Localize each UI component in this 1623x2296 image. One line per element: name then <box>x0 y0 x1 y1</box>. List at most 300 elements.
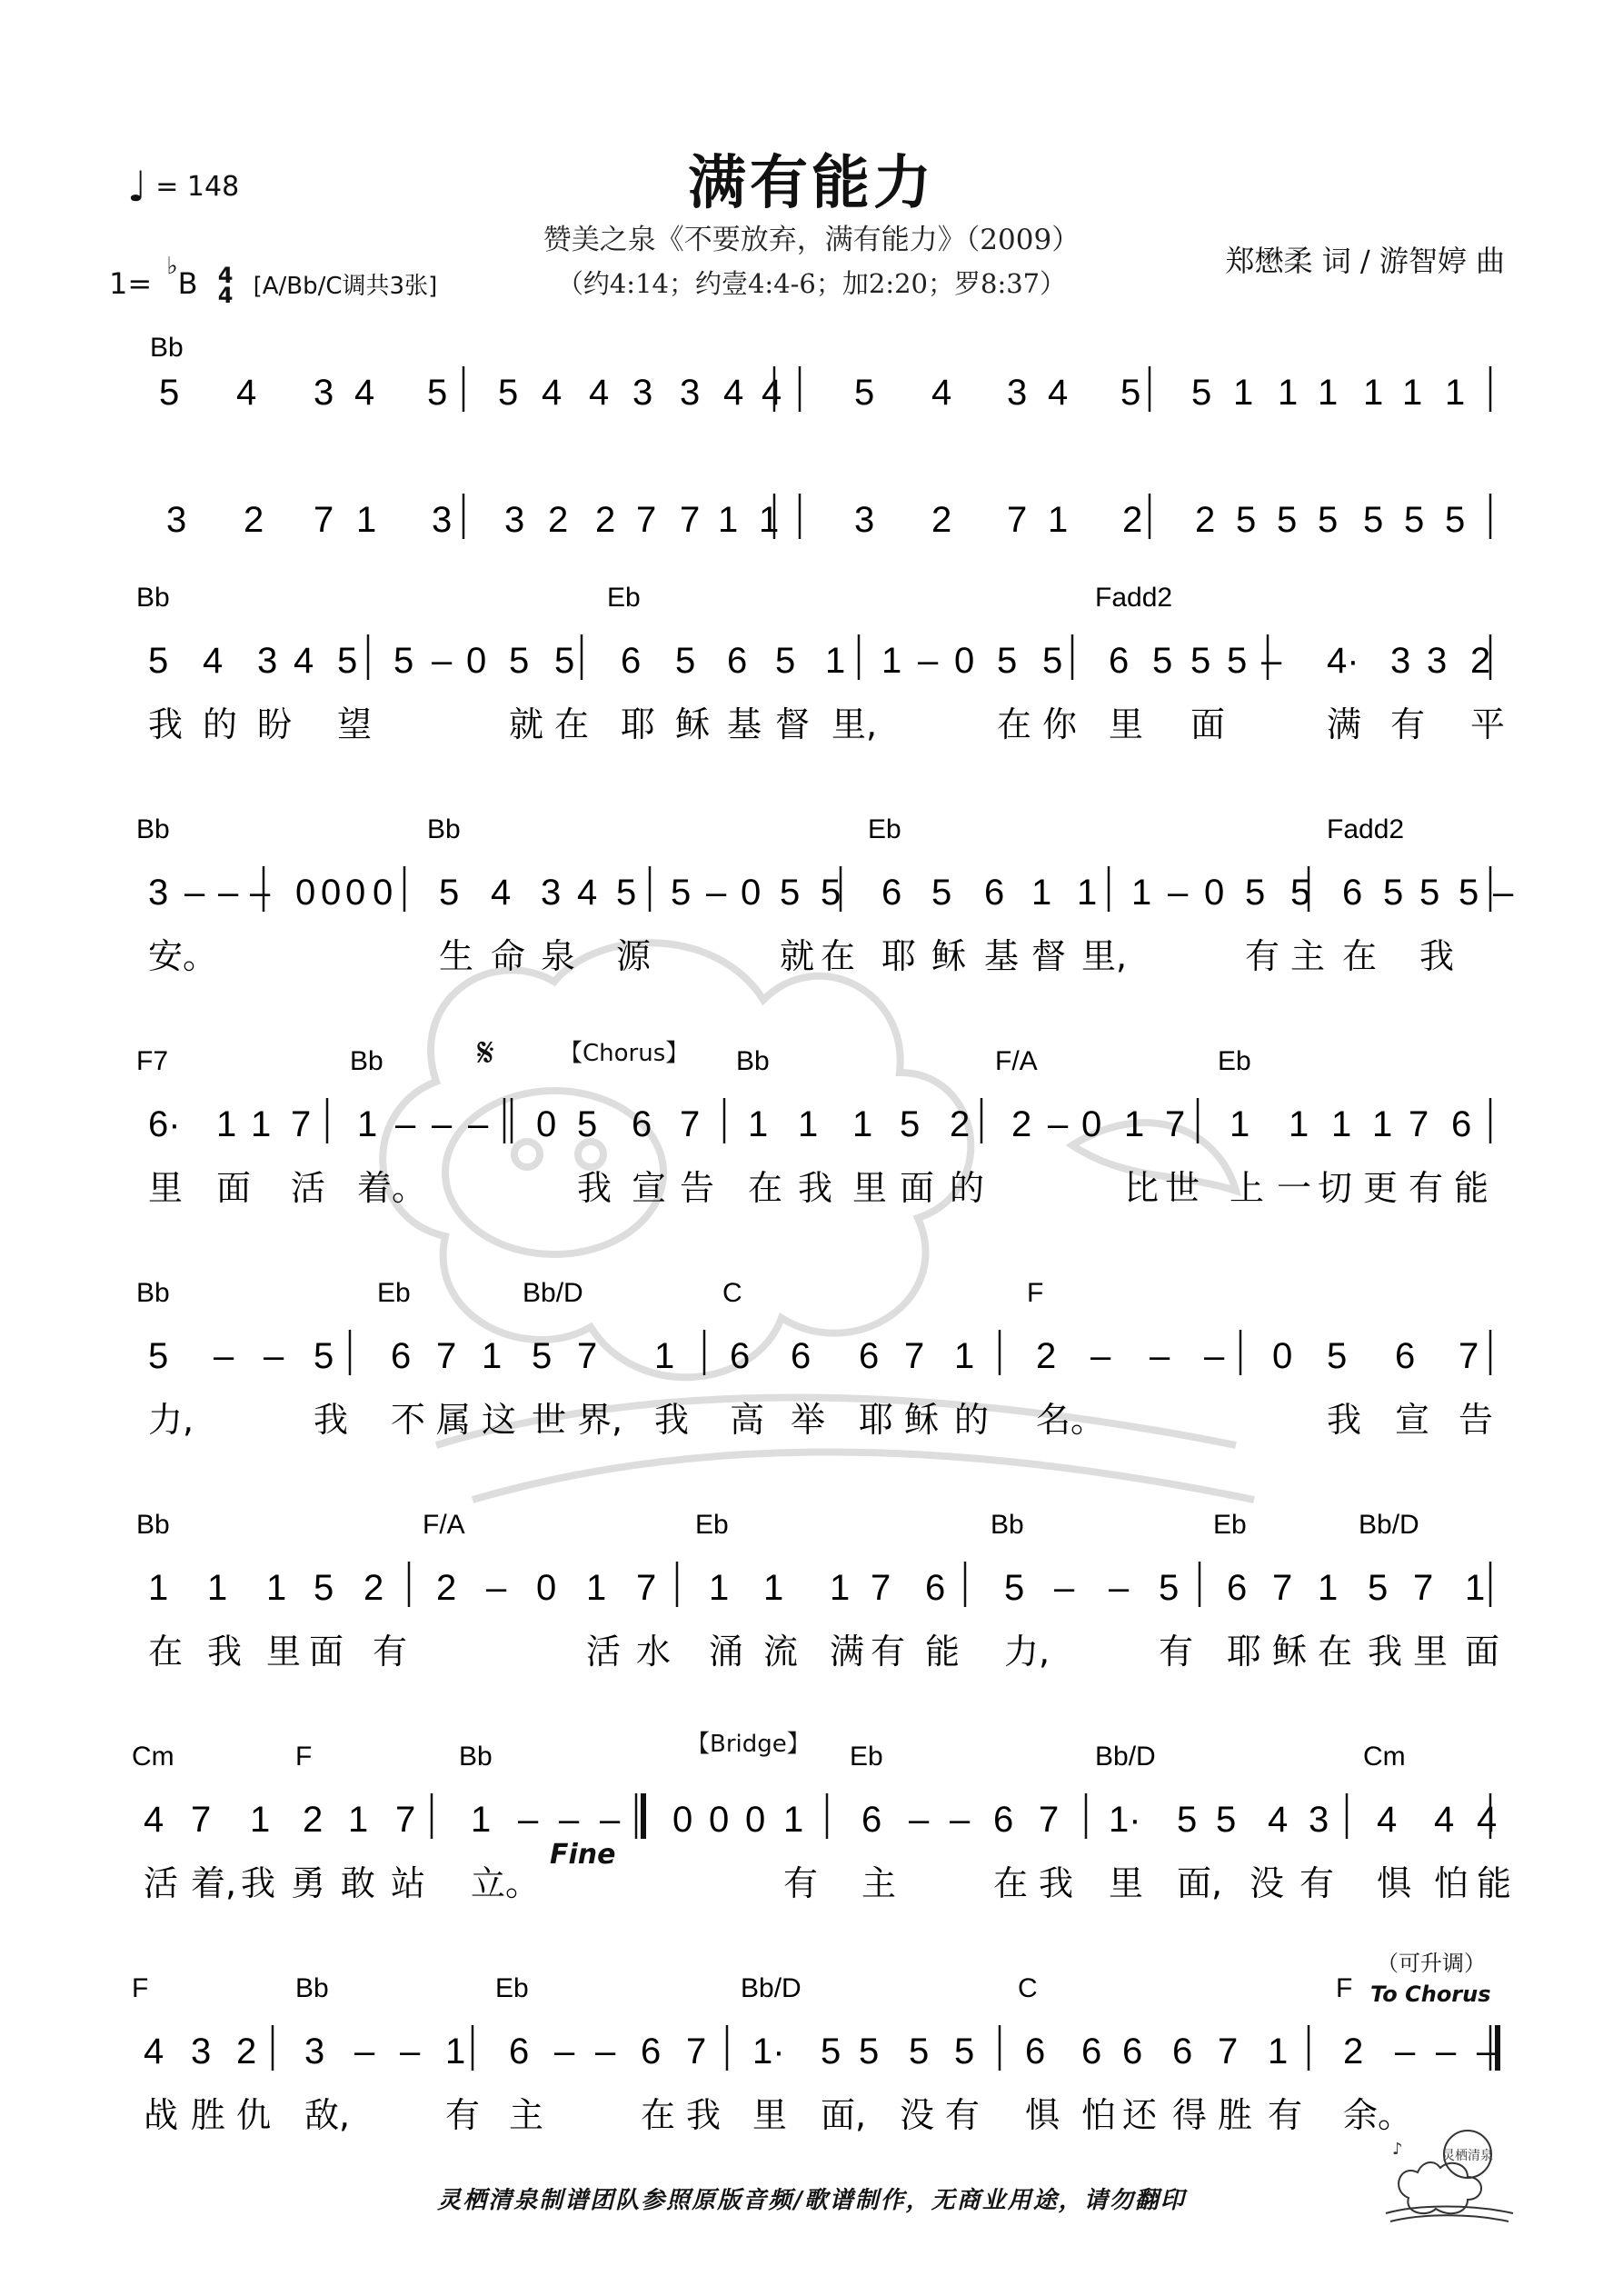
note-digit: 5 <box>1368 1568 1389 1608</box>
lyric-char: 稣 <box>904 1400 940 1440</box>
note-digit: 7 <box>1218 2031 1239 2071</box>
chord-symbol: Bb <box>136 1510 170 1540</box>
note-digit: 1 <box>783 1800 804 1840</box>
note-digit: 5 <box>671 873 692 913</box>
note-digit: 6 <box>1172 2031 1193 2071</box>
note-digit: 0 <box>466 641 487 681</box>
note-digit: 1 <box>852 1104 873 1144</box>
note-digit: 2 <box>548 500 569 540</box>
lyric-char: 在 <box>641 2095 676 2135</box>
lyric-char: 在 <box>993 1863 1029 1903</box>
credits: 郑懋柔 词 / 游智婷 曲 <box>1225 244 1505 278</box>
dash-mark: – <box>432 1104 453 1144</box>
note-digit: 4 <box>491 873 512 913</box>
dash-mark: – <box>1261 641 1282 681</box>
lyric-char: 我 <box>1039 1863 1074 1903</box>
dash-mark: – <box>468 1104 489 1144</box>
note-digit: 5 <box>314 1336 334 1376</box>
dash-mark: – <box>184 873 205 913</box>
modulate-label: （可升调） <box>1377 1951 1486 1976</box>
lingqi-logo <box>1381 2127 1518 2227</box>
lyric-char: 有 <box>1390 704 1426 744</box>
note-digit: 5 <box>1327 1336 1348 1376</box>
note-digit: 7 <box>191 1800 212 1840</box>
note-digit: 3 <box>1427 641 1448 681</box>
lyric-char: 在 <box>1318 1632 1353 1672</box>
note-digit: 3 <box>166 500 187 540</box>
note-digit: 5 <box>909 2031 930 2071</box>
note-digit: 1 <box>1402 373 1423 413</box>
lyric-char: 余。 <box>1343 2095 1413 2135</box>
note-digit: 0 <box>1204 873 1225 913</box>
note-digit: 1 <box>954 1336 975 1376</box>
note-digit: 6 <box>984 873 1005 913</box>
lyric-char: 更 <box>1363 1168 1399 1208</box>
lyric-char: 盼 <box>257 704 293 744</box>
note-digit: 6 <box>1081 2031 1102 2071</box>
dash-mark: – <box>559 1800 580 1840</box>
note-digit: 1 <box>1048 500 1069 540</box>
chord-symbol: Bb/D <box>1095 1742 1156 1772</box>
note-digit: 3 <box>854 500 875 540</box>
lyric-char: 活 <box>144 1863 179 1903</box>
note-digit: 3 <box>1390 641 1411 681</box>
note-digit: 1 <box>709 1568 730 1608</box>
note-digit: 7 <box>291 1104 312 1144</box>
lyric-char: 督 <box>775 704 811 744</box>
note-digit: 7 <box>680 500 701 540</box>
note-digit: 6 <box>1025 2031 1046 2071</box>
note-digit: 7 <box>1413 1568 1434 1608</box>
dash-mark: – <box>1109 1568 1130 1608</box>
note-digit: 1 <box>1465 1568 1486 1608</box>
bridge-label: 【Bridge】 <box>686 1731 811 1758</box>
note-digit: 7 <box>871 1568 891 1608</box>
dash-mark: – <box>518 1800 539 1840</box>
note-digit: 0 <box>321 873 342 913</box>
note-digit: 5 <box>1190 641 1211 681</box>
lyric-char: 在 <box>554 704 590 744</box>
note-digit: 5 <box>1159 1568 1180 1608</box>
chord-symbol: Eb <box>607 583 641 613</box>
tempo-value: = 148 <box>155 171 240 203</box>
lyric-char: 面 <box>1190 704 1226 744</box>
note-digit: 5 <box>1363 500 1384 540</box>
lyric-char: 仇 <box>236 2095 272 2135</box>
chord-symbol: Bb <box>459 1742 493 1772</box>
note-digit: 7 <box>1272 1568 1293 1608</box>
lyric-char: 告 <box>680 1168 715 1208</box>
note-digit: 0 <box>536 1568 557 1608</box>
chord-symbol: F/A <box>995 1046 1038 1076</box>
note-digit: 7 <box>395 1800 416 1840</box>
note-digit: 1 <box>482 1336 503 1376</box>
lyric-char: 望 <box>337 704 373 744</box>
note-digit: 5 <box>393 641 414 681</box>
lyric-char: 着。 <box>357 1168 427 1208</box>
note-digit: 5 <box>821 2031 841 2071</box>
chord-symbol: Bb/D <box>523 1278 583 1308</box>
lyric-char: 我 <box>207 1632 243 1672</box>
chord-symbol: Cm <box>1363 1742 1406 1772</box>
lyric-char: 惧 <box>1025 2095 1060 2135</box>
lyric-char: 胜 <box>191 2095 226 2135</box>
note-digit: 4 <box>931 373 952 413</box>
lyric-char: 宣 <box>632 1168 667 1208</box>
dash-mark: – <box>264 1336 284 1376</box>
note-digit: 1 <box>830 1568 851 1608</box>
note-digit: 1· <box>752 2031 785 2071</box>
score-row <box>0 800 1623 982</box>
lyric-char: 切 <box>1318 1168 1353 1208</box>
chord-symbol: Bb <box>295 1973 329 2003</box>
lyric-char: 能 <box>1454 1168 1489 1208</box>
lyric-char: 敢 <box>341 1863 376 1903</box>
note-digit: 2 <box>303 1800 324 1840</box>
note-digit: 1 <box>216 1104 237 1144</box>
chord-symbol: Bb <box>150 333 184 363</box>
dash-mark: – <box>1204 1336 1225 1376</box>
note-digit: 2 <box>1011 1104 1032 1144</box>
chord-symbol: F/A <box>423 1510 465 1540</box>
lyric-char: 里 <box>266 1632 302 1672</box>
chord-symbol: Eb <box>850 1742 883 1772</box>
lyric-char: 基 <box>984 936 1020 976</box>
note-digit: 2 <box>1195 500 1216 540</box>
dash-mark: – <box>214 1336 234 1376</box>
note-digit: 5 <box>854 373 875 413</box>
dash-mark: – <box>1054 1568 1075 1608</box>
lyric-char: 胜 <box>1218 2095 1253 2135</box>
note-digit: 0 <box>741 873 762 913</box>
note-digit: 7 <box>1007 500 1028 540</box>
lyric-char: 命 <box>491 936 526 976</box>
lyric-char: 面 <box>1465 1632 1500 1672</box>
score-row <box>0 1032 1623 1213</box>
note-digit: 6 <box>881 873 902 913</box>
note-digit: 5 <box>1445 500 1466 540</box>
lyric-char: 我 <box>654 1400 690 1440</box>
lyric-char: 涌 <box>709 1632 744 1672</box>
note-digit: 4 <box>203 641 224 681</box>
lyric-char: 力, <box>1004 1632 1050 1672</box>
time-signature <box>217 263 234 308</box>
note-digit: 5 <box>1236 500 1257 540</box>
lyric-char: 在 <box>821 936 856 976</box>
lyric-char: 面 <box>900 1168 935 1208</box>
note-digit: 5 <box>1191 373 1212 413</box>
note-digit: 6 <box>859 1336 880 1376</box>
lyric-char: 有 <box>373 1632 408 1672</box>
note-digit: 7 <box>1409 1104 1429 1144</box>
lyric-char: 耶 <box>621 704 656 744</box>
dash-mark: – <box>1436 2031 1457 2071</box>
lyric-char: 面, <box>821 2095 867 2135</box>
lyric-char: 有 <box>1245 936 1280 976</box>
note-digit: 5 <box>1290 873 1311 913</box>
note-digit: 7 <box>680 1104 701 1144</box>
note-digit: 2 <box>1470 641 1491 681</box>
note-digit: 1 <box>148 1568 169 1608</box>
note-digit: 5 <box>1245 873 1266 913</box>
note-digit: 1 <box>1318 1568 1339 1608</box>
note-digit: 1 <box>1124 1104 1145 1144</box>
note-digit: 1 <box>1318 373 1339 413</box>
note-digit: 5 <box>997 641 1018 681</box>
note-digit: 5 <box>1177 1800 1198 1840</box>
score-row <box>0 1727 1623 1909</box>
note-digit: 1 <box>748 1104 769 1144</box>
lyric-char: 流 <box>763 1632 799 1672</box>
note-digit: 6 <box>925 1568 946 1608</box>
note-digit: 1 <box>1131 873 1152 913</box>
dash-mark: – <box>1150 1336 1170 1376</box>
lyric-char: 面 <box>309 1632 344 1672</box>
lyric-char: 没 <box>900 2095 935 2135</box>
lyric-char: 在 <box>748 1168 783 1208</box>
chord-symbol: Bb <box>736 1046 770 1076</box>
lyric-char: 里 <box>1109 704 1144 744</box>
tempo-marking <box>127 162 239 211</box>
lyric-char: 勇 <box>291 1863 326 1903</box>
logo-text: 灵栖清泉 <box>1442 2149 1493 2163</box>
note-digit: 4 <box>354 373 375 413</box>
note-digit: 7 <box>1459 1336 1479 1376</box>
lyric-char: 站 <box>391 1863 426 1903</box>
dash-mark: – <box>918 641 939 681</box>
lyric-char: 有 <box>1159 1632 1194 1672</box>
score-row <box>0 445 1623 554</box>
note-digit: 1 <box>1372 1104 1393 1144</box>
note-digit: 5 <box>1277 500 1298 540</box>
note-digit: 1 <box>1077 873 1098 913</box>
note-digit: 1 <box>250 1800 271 1840</box>
lyric-char: 水 <box>636 1632 672 1672</box>
dash-mark: – <box>486 1568 507 1608</box>
chord-symbol: Bb/D <box>741 1973 802 2003</box>
note-digit: 4 <box>1477 1800 1498 1840</box>
note-digit: 2 <box>1343 2031 1364 2071</box>
note-digit: 1· <box>1109 1800 1141 1840</box>
note-digit: 6 <box>1342 873 1363 913</box>
note-digit: 4 <box>723 373 744 413</box>
chord-symbol: C <box>1018 1973 1038 2003</box>
lyric-char: 力, <box>148 1400 194 1440</box>
lyric-char: 有 <box>871 1632 906 1672</box>
note-digit: 1 <box>1278 373 1299 413</box>
dash-mark: – <box>250 873 271 913</box>
score-row <box>0 1495 1623 1677</box>
lyric-char: 的 <box>954 1400 990 1440</box>
note-digit: 2 <box>595 500 616 540</box>
key-note-text: [A/Bb/C调共3张] <box>253 273 438 300</box>
note-digit: 1 <box>251 1104 272 1144</box>
note-digit: 6 <box>1227 1568 1248 1608</box>
chorus-label: 【Chorus】 <box>559 1040 690 1067</box>
note-digit: 1 <box>1363 373 1384 413</box>
note-digit: 5 <box>439 873 460 913</box>
note-digit: 5 <box>1004 1568 1025 1608</box>
chord-symbol: Bb <box>427 814 461 844</box>
note-digit: 5 <box>148 641 169 681</box>
lyric-char: 有 <box>783 1863 819 1903</box>
footer-notice: 灵栖清泉制谱团队参照原版音频/歌谱制作，无商业用途，请勿翻印 <box>437 2187 1186 2214</box>
note-digit: 3 <box>1007 373 1028 413</box>
note-digit: 5 <box>859 2031 880 2071</box>
note-digit: 6 <box>509 2031 530 2071</box>
lyric-char: 里, <box>831 704 878 744</box>
dash-mark: – <box>706 873 727 913</box>
note-digit: 1 <box>1031 873 1052 913</box>
note-digit: 1 <box>445 2031 466 2071</box>
note-digit: 5 <box>1042 641 1063 681</box>
note-digit: 0 <box>745 1800 766 1840</box>
note-digit: 4 <box>144 1800 164 1840</box>
note-digit: 6 <box>993 1800 1014 1840</box>
note-digit: 1 <box>1233 373 1254 413</box>
lyric-char: 满 <box>830 1632 865 1672</box>
lyric-char: 源 <box>616 936 652 976</box>
lyric-char: 稣 <box>931 936 967 976</box>
dash-mark: – <box>354 2031 375 2071</box>
dash-mark: – <box>400 2031 421 2071</box>
note-digit: 2 <box>1122 500 1143 540</box>
note-digit: 1 <box>881 641 902 681</box>
flat-icon: ♭ <box>166 253 178 280</box>
lyric-char: 有 <box>945 2095 981 2135</box>
lyric-char: 在 <box>148 1632 184 1672</box>
key-prefix: 1= <box>109 266 153 301</box>
lyric-char: 名。 <box>1036 1400 1106 1440</box>
lyric-char: 面, <box>1177 1863 1223 1903</box>
lyric-char: 高 <box>730 1400 765 1440</box>
note-digit: 5 <box>1318 500 1339 540</box>
note-digit: 7 <box>577 1336 598 1376</box>
dash-mark: – <box>1493 873 1514 913</box>
note-digit: 1 <box>348 1800 369 1840</box>
lyric-char: 有 <box>445 2095 481 2135</box>
chord-symbol: Fadd2 <box>1327 814 1405 844</box>
score-row <box>0 1263 1623 1445</box>
note-digit: 5 <box>1404 500 1425 540</box>
chord-symbol: Bb <box>136 814 170 844</box>
note-digit: 4 <box>1434 1800 1455 1840</box>
music-note-icon: ♪ <box>1392 2140 1403 2159</box>
note-digit: 7 <box>1039 1800 1060 1840</box>
dash-mark: – <box>1395 2031 1416 2071</box>
lyric-char: 里, <box>1081 936 1128 976</box>
note-digit: 5 <box>159 373 180 413</box>
lyric-char: 耶 <box>1227 1632 1262 1672</box>
note-digit: 6 <box>727 641 748 681</box>
lyric-char: 里 <box>752 2095 788 2135</box>
note-digit: 1 <box>1230 1104 1250 1144</box>
note-digit: 5 <box>1152 641 1173 681</box>
lyric-char: 有 <box>1409 1168 1444 1208</box>
chord-symbol: C <box>722 1278 742 1308</box>
dash-mark: – <box>554 2031 575 2071</box>
note-digit: 5 <box>1419 873 1440 913</box>
note-digit: 0 <box>1081 1104 1102 1144</box>
chord-symbol: F7 <box>136 1046 169 1076</box>
lyric-char: 世 <box>532 1400 567 1440</box>
note-digit: 0 <box>1272 1336 1293 1376</box>
note-digit: 0 <box>295 873 316 913</box>
note-digit: 6 <box>1395 1336 1416 1376</box>
note-digit: 1 <box>718 500 739 540</box>
chord-symbol: Eb <box>695 1510 729 1540</box>
chord-symbol: Bb <box>991 1510 1024 1540</box>
note-digit: 5 <box>148 1336 169 1376</box>
lyric-char: 活 <box>291 1168 326 1208</box>
note-digit: 4 <box>144 2031 164 2071</box>
lyric-char: 我 <box>1419 936 1455 976</box>
lyric-char: 属 <box>436 1400 472 1440</box>
note-digit: 7 <box>686 2031 707 2071</box>
dash-mark: – <box>909 1800 930 1840</box>
note-digit: 7 <box>1165 1104 1186 1144</box>
lyric-char: 还 <box>1122 2095 1158 2135</box>
note-digit: 6 <box>861 1800 882 1840</box>
lyric-char: 稣 <box>1272 1632 1308 1672</box>
lyric-char: 安。 <box>148 936 218 976</box>
note-digit: 1 <box>356 500 377 540</box>
dash-mark: – <box>1048 1104 1069 1144</box>
note-digit: 0 <box>672 1800 693 1840</box>
note-digit: 5 <box>1216 1800 1237 1840</box>
lyric-char: 满 <box>1327 704 1362 744</box>
note-digit: 5 <box>821 873 841 913</box>
note-digit: 4 <box>1048 373 1069 413</box>
lyric-char: 我 <box>241 1863 276 1903</box>
lyric-char: 怕 <box>1434 1863 1469 1903</box>
note-digit: 1 <box>759 500 780 540</box>
lyric-char: 里 <box>148 1168 184 1208</box>
lyric-char: 的 <box>203 704 238 744</box>
lyric-char: 能 <box>925 1632 961 1672</box>
note-digit: 1 <box>763 1568 784 1608</box>
note-digit: 1 <box>266 1568 287 1608</box>
lyric-char: 敌, <box>304 2095 351 2135</box>
time-bottom: 4 <box>217 283 234 308</box>
dash-mark: – <box>1090 1336 1111 1376</box>
chord-symbol: Eb <box>1213 1510 1247 1540</box>
fine-label: Fine <box>550 1839 616 1871</box>
lyric-char: 不 <box>391 1400 426 1440</box>
note-digit: 7 <box>904 1336 925 1376</box>
lyric-char: 耶 <box>881 936 917 976</box>
note-digit: 6 <box>632 1104 652 1144</box>
chord-symbol: Bb/D <box>1359 1510 1419 1540</box>
lyric-char: 举 <box>791 1400 826 1440</box>
note-digit: 0 <box>536 1104 557 1144</box>
key-signature <box>109 253 438 308</box>
lyric-char: 在 <box>1342 936 1378 976</box>
lyric-char: 我 <box>577 1168 612 1208</box>
note-digit: 5 <box>931 873 952 913</box>
dash-mark: – <box>1168 873 1189 913</box>
lyric-char: 就 <box>509 704 544 744</box>
lyric-char: 我 <box>314 1400 349 1440</box>
lyric-char: 主 <box>509 2095 544 2135</box>
note-digit: 4 <box>762 373 782 413</box>
lyric-char: 我 <box>1368 1632 1403 1672</box>
chord-symbol: Bb <box>136 583 170 613</box>
lyric-char: 能 <box>1477 1863 1512 1903</box>
note-digit: 1 <box>825 641 846 681</box>
note-digit: 2 <box>1036 1336 1057 1376</box>
note-digit: 1 <box>1331 1104 1352 1144</box>
